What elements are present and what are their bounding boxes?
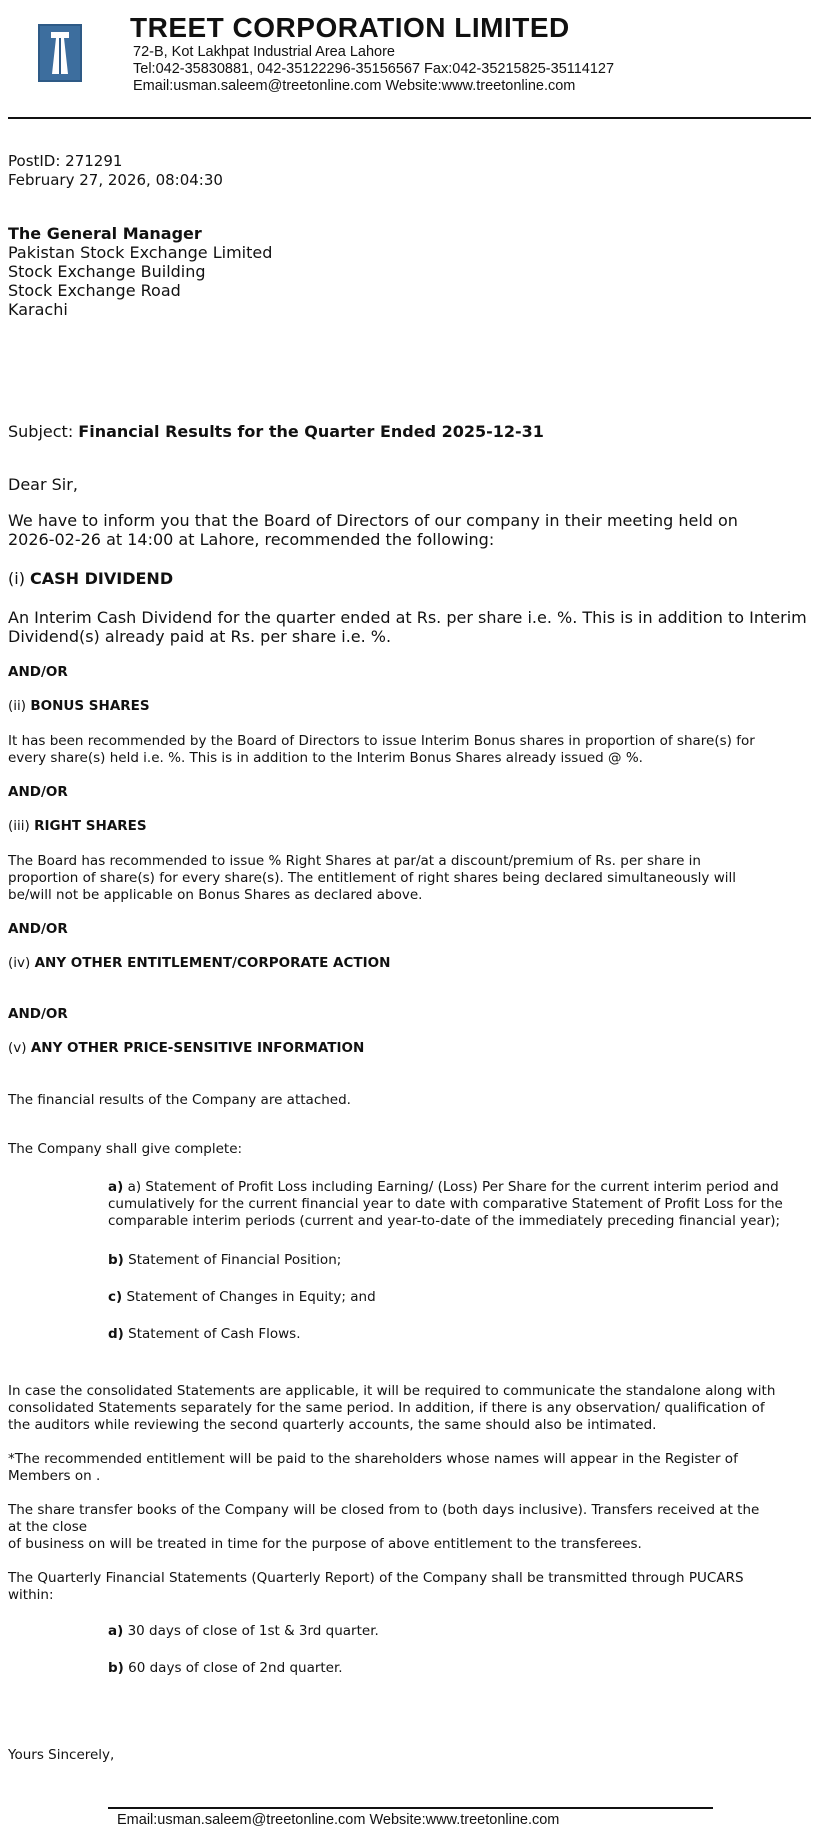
post-datetime: February 27, 2026, 08:04:30 bbox=[8, 171, 223, 189]
statement-item-a-cont: cumulatively for the current financial year to date with comparative Statement of Profit Loss for the bbox=[108, 1196, 783, 1212]
list-marker: a) bbox=[108, 1623, 124, 1639]
cash-dividend-text: Dividend(s) already paid at Rs. per share i.e. %. bbox=[8, 627, 392, 646]
andor-separator: AND/OR bbox=[8, 664, 68, 680]
section-number: (i) bbox=[8, 569, 25, 588]
bonus-text: It has been recommended by the Board of Directors to issue Interim Bonus shares in proportion of share(s) for bbox=[8, 733, 755, 749]
transfer-books-text: The share transfer books of the Company will be closed from to (both days inclusive). Transfers received at the bbox=[8, 1502, 760, 1518]
section-heading: BONUS SHARES bbox=[30, 698, 150, 714]
statement-item-b bbox=[108, 1252, 798, 1270]
consolidated-text: consolidated Statements separately for the same period. In addition, if there is any observation/ qualification of bbox=[8, 1400, 765, 1416]
section-number: (ii) bbox=[8, 698, 27, 714]
subject-label: Subject: bbox=[8, 422, 74, 441]
quarterly-text: The Quarterly Financial Statements (Quarterly Report) of the Company shall be transmitted through PUCARS bbox=[8, 1570, 744, 1586]
section-heading: CASH DIVIDEND bbox=[30, 569, 174, 588]
transfer-books-text: of business on will be treated in time for the purpose of above entitlement to the transferees. bbox=[8, 1536, 642, 1552]
transfer-books-text: at the close bbox=[8, 1519, 88, 1535]
recipient-title: The General Manager bbox=[8, 224, 202, 243]
recipient-line: Stock Exchange Road bbox=[8, 281, 181, 300]
cash-dividend-heading bbox=[8, 569, 173, 588]
treet-logo-icon bbox=[38, 24, 82, 82]
letterhead bbox=[0, 0, 817, 118]
statement-item-a bbox=[108, 1179, 798, 1197]
list-marker: d) bbox=[108, 1326, 124, 1342]
recipient-line: Pakistan Stock Exchange Limited bbox=[8, 243, 273, 262]
statement-text: Statement of Financial Position; bbox=[128, 1252, 342, 1268]
salutation: Dear Sir, bbox=[8, 475, 78, 494]
quarterly-item-a bbox=[108, 1623, 798, 1641]
section-number: (iii) bbox=[8, 818, 30, 834]
right-shares-heading bbox=[8, 818, 798, 836]
subject-line bbox=[8, 422, 544, 441]
quarterly-item-text: 30 days of close of 1st & 3rd quarter. bbox=[127, 1623, 379, 1639]
subject-text: Financial Results for the Quarter Ended 2025-12-31 bbox=[78, 422, 544, 441]
section-heading: RIGHT SHARES bbox=[34, 818, 147, 834]
cash-dividend-text: An Interim Cash Dividend for the quarter ended at Rs. per share i.e. %. This is in addition to Interim bbox=[8, 608, 807, 627]
footer-divider bbox=[108, 1807, 713, 1809]
section-number: (v) bbox=[8, 1040, 27, 1056]
intro-line: 2026-02-26 at 14:00 at Lahore, recommended the following: bbox=[8, 530, 495, 549]
right-shares-text: proportion of share(s) for every share(s). The entitlement of right shares being declared simultaneously will bbox=[8, 870, 736, 886]
entitlement-note: Members on . bbox=[8, 1468, 101, 1484]
list-marker: b) bbox=[108, 1252, 124, 1268]
company-phone: Tel:042-35830881, 042-35122296-35156567 Fax:042-35215825-35114127 bbox=[133, 61, 615, 77]
statement-item-d bbox=[108, 1326, 798, 1344]
list-marker: c) bbox=[108, 1289, 123, 1305]
results-attached-text: The financial results of the Company are attached. bbox=[8, 1092, 351, 1108]
andor-separator: AND/OR bbox=[8, 921, 68, 937]
company-name: TREET CORPORATION LIMITED bbox=[130, 12, 570, 43]
company-contact: Email:usman.saleem@treetonline.com Website:www.treetonline.com bbox=[133, 78, 576, 94]
statement-text: Statement of Cash Flows. bbox=[128, 1326, 301, 1342]
intro-line: We have to inform you that the Board of Directors of our company in their meeting held on bbox=[8, 511, 738, 530]
quarterly-item-text: 60 days of close of 2nd quarter. bbox=[128, 1660, 343, 1676]
statement-text: a) Statement of Profit Loss including Earning/ (Loss) Per Share for the current interim period and bbox=[127, 1179, 779, 1195]
right-shares-text: The Board has recommended to issue % Right Shares at par/at a discount/premium of Rs. per share in bbox=[8, 853, 701, 869]
right-shares-text: be/will not be applicable on Bonus Shares as declared above. bbox=[8, 887, 423, 903]
bonus-heading bbox=[8, 698, 798, 716]
quarterly-item-b bbox=[108, 1660, 798, 1678]
closing: Yours Sincerely, bbox=[8, 1747, 115, 1763]
footer-contact: Email:usman.saleem@treetonline.com Website:www.treetonline.com bbox=[117, 1812, 560, 1828]
bonus-text: every share(s) held i.e. %. This is in addition to the Interim Bonus Shares already issued @ %. bbox=[8, 750, 643, 766]
statement-item-c bbox=[108, 1289, 798, 1307]
price-sensitive-heading bbox=[8, 1040, 798, 1058]
statement-item-a-cont: comparable interim periods (current and year-to-date of the immediately preceding financial year); bbox=[108, 1213, 781, 1229]
post-id: PostID: 271291 bbox=[8, 152, 123, 170]
section-number: (iv) bbox=[8, 955, 31, 971]
section-heading: ANY OTHER PRICE-SENSITIVE INFORMATION bbox=[30, 1040, 365, 1056]
statement-text: Statement of Changes in Equity; and bbox=[126, 1289, 376, 1305]
recipient-line: Stock Exchange Building bbox=[8, 262, 206, 281]
list-marker: b) bbox=[108, 1660, 124, 1676]
company-address: 72-B, Kot Lakhpat Industrial Area Lahore bbox=[133, 44, 395, 60]
other-entitlement-heading bbox=[8, 955, 798, 973]
recipient-line: Karachi bbox=[8, 300, 68, 319]
entitlement-note: *The recommended entitlement will be paid to the shareholders whose names will appear in the Register of bbox=[8, 1451, 738, 1467]
header-divider bbox=[8, 117, 811, 119]
andor-separator: AND/OR bbox=[8, 1006, 68, 1022]
list-marker: a) bbox=[108, 1179, 124, 1195]
section-heading: ANY OTHER ENTITLEMENT/CORPORATE ACTION bbox=[34, 955, 391, 971]
complete-intro-text: The Company shall give complete: bbox=[8, 1141, 243, 1157]
consolidated-text: the auditors while reviewing the second quarterly accounts, the same should also be intimated. bbox=[8, 1417, 657, 1433]
andor-separator: AND/OR bbox=[8, 784, 68, 800]
consolidated-text: In case the consolidated Statements are applicable, it will be required to communicate the standalone along with bbox=[8, 1383, 776, 1399]
quarterly-text: within: bbox=[8, 1587, 54, 1603]
